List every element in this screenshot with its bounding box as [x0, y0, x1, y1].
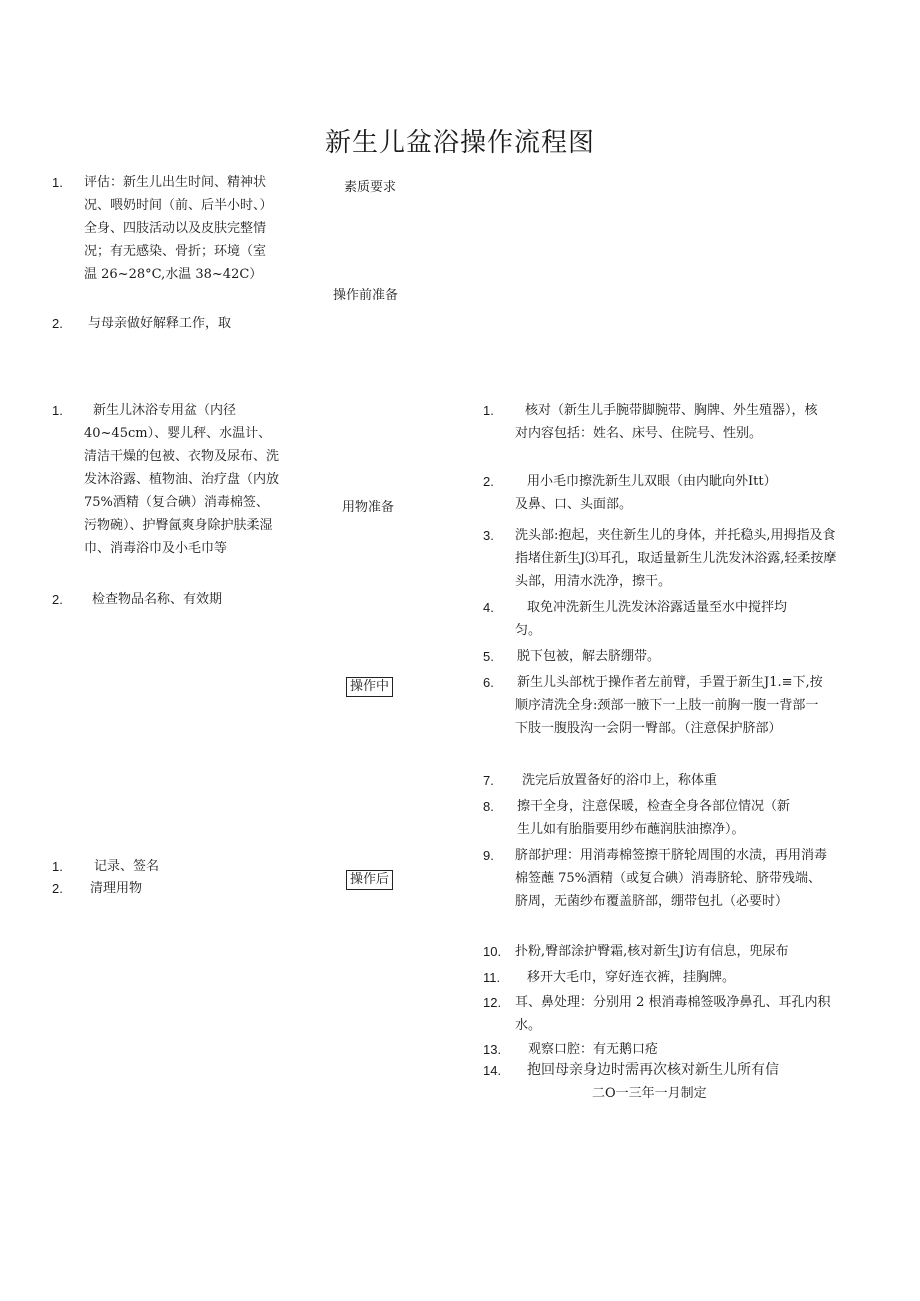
page-title: 新生儿盆浴操作流程图 — [324, 128, 595, 158]
step-number: 6. — [483, 675, 494, 690]
step-number: 1. — [483, 403, 494, 418]
assessment-list — [52, 171, 282, 341]
step-text: 扑粉,臀部涂护臀霜,核对新生J访有信息，兜尿布 — [515, 944, 789, 959]
supplies-list — [52, 399, 287, 614]
item-number: 2. — [52, 316, 63, 331]
stage-post-operation: 操作后 — [346, 870, 393, 890]
stage-supplies: 用物准备 — [342, 500, 395, 515]
step-text: 洗头部:抱起，夹住新生儿的身体，并托稳头,用拇指及食指堵住新生J⑶耳孔，取适量新生儿洗发沐浴露,轻柔按摩头部，用清水洗净，擦干。 — [515, 528, 837, 589]
step-text: 新生儿头部枕于操作者左前臂，手置于新生J1.≡下,按顺序清洗全身:颈部一腋下一上肢一前胸一腹一背部一下肢一腹股沟一会阴一臀部。（注意保护脐部） — [515, 675, 823, 736]
step-number: 3. — [483, 528, 494, 543]
item-text: 记录、签名 — [94, 859, 160, 874]
step-number: 8. — [483, 799, 494, 814]
item-text: 与母亲做好解释工作，取 — [88, 316, 232, 331]
item-number: 1. — [52, 859, 63, 874]
step-number: 14. — [483, 1063, 502, 1078]
item-number: 2. — [52, 881, 63, 896]
operation-steps-list — [483, 0, 843, 1100]
item-text: 新生儿沐浴专用盆（内径 40~45cm）、婴儿秤、水温计、清洁干燥的包被、衣物及尿布、洗发沐浴露、植物油、治疗盘（内放 75%酒精（复合碘）消毒棉签、污物碗）、护臀氤爽身除护肤柔湿巾、消毒浴巾及小毛巾等 — [84, 403, 280, 556]
step-text: 抱回母亲身边时需再次核对新生儿所有信 — [527, 1062, 779, 1078]
step-number: 11. — [483, 970, 501, 985]
step-number: 7. — [483, 773, 494, 788]
stage-during-operation: 操作中 — [346, 677, 393, 697]
step-number: 13. — [483, 1042, 502, 1057]
step-text: 核对（新生儿手腕带脚腕带、胸牌、外生殖器），核对内容包括：姓名、床号、住院号、性别。 — [515, 403, 818, 441]
step-number: 5. — [483, 649, 494, 664]
step-text: 用小毛巾擦洗新生儿双眼（由内眦向外Itt）及鼻、口、头面部。 — [515, 474, 777, 512]
step-text: 擦干全身，注意保暖，检查全身各部位情况（新生儿如有胎脂要用纱布蘸润肤油擦净）。 — [517, 799, 791, 837]
item-number: 1. — [52, 403, 63, 418]
item-number: 1. — [52, 175, 63, 190]
step-text: 脱下包被，解去脐绷带。 — [517, 649, 661, 664]
step-text: 观察口腔：有无鹅口疮 — [528, 1042, 659, 1057]
item-text: 评估：新生儿出生时间、精神状况、喂奶时间（前、后半小时、）全身、四肢活动以及皮肤完整情况；有无感染、骨折；环境（室温 26~28°C,水温 38~42C） — [84, 175, 273, 282]
stage-quality-requirements: 素质要求 — [344, 180, 397, 195]
step-text: 耳、鼻处理：分别用 2 根消毒棉签吸净鼻孔、耳孔内积水。 — [515, 995, 831, 1033]
item-number: 2. — [52, 592, 63, 607]
item-text: 清理用物 — [90, 881, 143, 896]
step-number: 12. — [483, 995, 502, 1010]
step-number: 9. — [483, 848, 494, 863]
step-text: 洗完后放置备好的浴巾上，称体重 — [522, 773, 718, 788]
step-text: 取免冲洗新生儿洗发沐浴露适量至水中搅拌均匀。 — [515, 600, 788, 638]
step-number: 10. — [483, 944, 502, 959]
post-operation-list — [52, 855, 282, 905]
step-text: 脐部护理：用消毒棉签擦干脐轮周围的水渍，再用消毒棉签蘸 75%酒精（或复合碘）消毒脐轮、脐带残端、脐周，无菌纱布覆盖脐部，绷带包扎（必要时） — [515, 848, 828, 909]
step-number: 4. — [483, 600, 494, 615]
stage-pre-operation: 操作前准备 — [333, 288, 399, 303]
item-text: 检查物品名称、有效期 — [92, 592, 223, 607]
footer-date: 二O一三年一月制定 — [592, 1086, 707, 1101]
step-number: 2. — [483, 474, 494, 489]
step-text: 移开大毛巾，穿好连衣裤，挂胸牌。 — [527, 970, 736, 985]
